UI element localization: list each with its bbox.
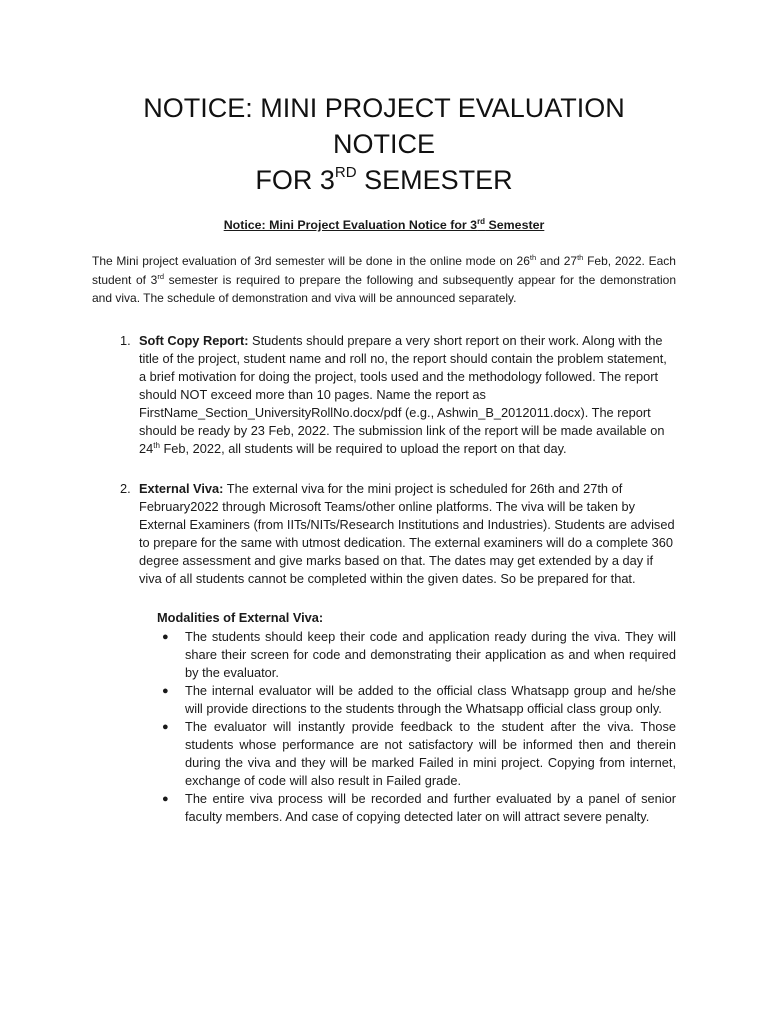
bullet-text: The internal evaluator will be added to the official class Whatsapp group and he/she will provide directions to the students through the Whatsapp official class group only. <box>185 682 676 716</box>
list-item-soft-copy-report <box>92 332 676 458</box>
list-item-text: Students should prepare a very short report on their work. Along with the title of the project, student name and roll no, the report should contain the problem statement, a brief motivation for doing the project, tools used and the methodology followed. The report should NOT exceed more than 10 pages. Name the report as FirstName_Section_UniversityRollNo.docx/pdf (e.g., Ashwin_B_2012011.docx). The report should be ready by 23 Feb, 2022. The submission link of the report will be made available on 24 <box>139 332 667 456</box>
intro-sup-1: th <box>529 253 537 262</box>
bullet-text: The entire viva process will be recorded and further evaluated by a panel of senior faculty members. And case of copying detected later on will attract severe penalty. <box>185 790 676 824</box>
intro-text-3: Feb, 2022. Each student of 3 <box>92 254 676 287</box>
subtitle-prefix: Notice: Mini Project Evaluation Notice for 3 <box>223 218 478 232</box>
bullet-icon: ● <box>162 630 169 643</box>
title-line-2 <box>92 162 676 198</box>
title-line-2-prefix: FOR 3 <box>255 165 335 195</box>
modalities-heading: Modalities of External Viva: <box>157 609 324 625</box>
intro-text-4: semester is required to prepare the following and subsequently appear for the demonstration and viva. The schedule of demonstration and viva will be announced separately. <box>92 272 676 305</box>
title-superscript: RD <box>334 164 357 181</box>
list-item-superscript: th <box>153 440 160 450</box>
list-item-number: 2. <box>120 480 131 496</box>
intro-sup-2: th <box>577 253 584 262</box>
subtitle-suffix: Semester <box>485 218 545 232</box>
page-title <box>92 90 676 198</box>
title-line-2-suffix: SEMESTER <box>356 165 513 195</box>
bullet-item <box>92 682 676 718</box>
subtitle-superscript: rd <box>477 217 486 226</box>
title-line-1: NOTICE: MINI PROJECT EVALUATION NOTICE <box>143 93 625 159</box>
intro-sup-3: rd <box>157 271 165 281</box>
bullet-item <box>92 628 676 682</box>
bullet-icon: ● <box>162 792 169 805</box>
list-item-label: External Viva: <box>139 480 224 496</box>
list-item-external-viva <box>92 480 676 588</box>
numbered-list <box>92 332 676 588</box>
list-item-label: Soft Copy Report: <box>139 332 249 348</box>
intro-paragraph <box>92 252 676 308</box>
modalities-list <box>92 628 676 826</box>
list-item-text-end: Feb, 2022, all students will be required to upload the report on that day. <box>159 440 567 456</box>
bullet-text: The evaluator will instantly provide feedback to the student after the viva. Those students whose performance are not satisfactory will be informed then and therein during the viva and they will be marked Failed in mini project. Copying from internet, exchange of code will also result in Failed grade. <box>185 718 676 788</box>
bullet-icon: ● <box>162 684 169 697</box>
intro-text-1: The Mini project evaluation of 3rd semester will be done in the online mode on 26 <box>92 254 530 268</box>
bullet-text: The students should keep their code and application ready during the viva. They will share their screen for code and demonstrating their application as and when required by the evaluator. <box>185 628 676 680</box>
bullet-icon: ● <box>162 720 169 733</box>
list-item-text: The external viva for the mini project is scheduled for 26th and 27th of February2022 through Microsoft Teams/other online platforms. The viva will be taken by External Examiners (from IITs/NITs/Research Institutions and Industries). Students are advised to prepare for the same with utmost dedication. The external examiners will do a complete 360 degree assessment and give marks based on that. The dates may get extended by a day if viva of all students cannot be completed within the given dates. So be prepared for that. <box>139 480 675 586</box>
intro-text-2: and 27 <box>536 254 578 268</box>
bullet-item <box>92 790 676 826</box>
notice-subtitle <box>92 218 676 232</box>
list-item-number: 1. <box>120 332 131 348</box>
bullet-item <box>92 718 676 790</box>
